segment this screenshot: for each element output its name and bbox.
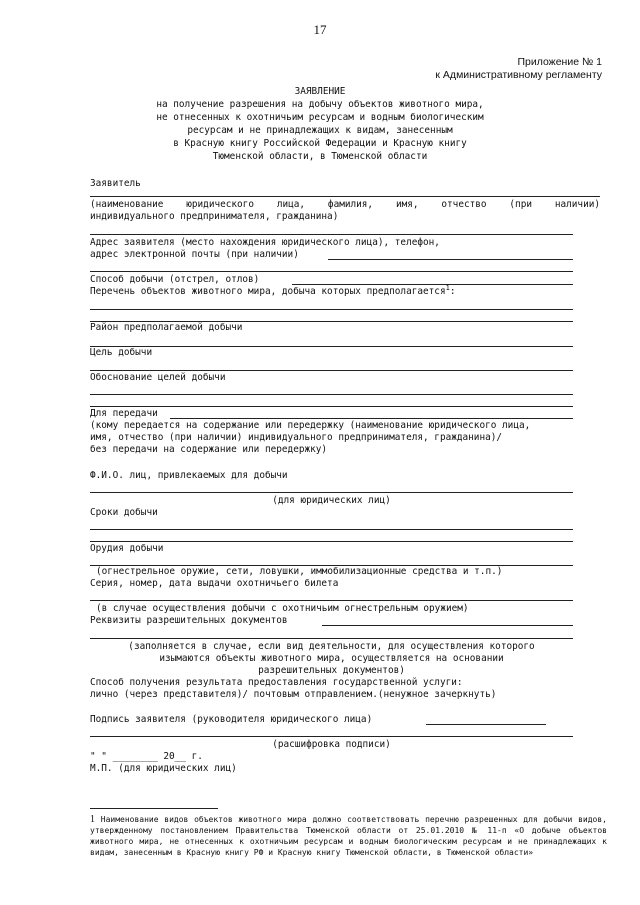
address-label-2: адрес электронной почты (при наличии): [90, 249, 299, 260]
terms-field-line-1[interactable]: [90, 529, 573, 530]
title-line-5: Тюменской области, в Тюменской области: [212, 151, 428, 162]
address-field-line-1[interactable]: [328, 259, 573, 260]
persons-field-line[interactable]: [90, 492, 573, 493]
transfer-hint-1: (кому передается на содержание или передержку (наименование юридического лица,: [90, 420, 531, 431]
stamp-label: М.П. (для юридических лиц): [90, 763, 237, 774]
signature-transcript-line[interactable]: [90, 736, 573, 737]
permits-hint-1: (заполняется в случае, если вид деятельности, для осуществления которого: [128, 641, 535, 652]
footnote-mark: 1: [90, 814, 95, 825]
applicant-field-line-2[interactable]: [90, 234, 573, 235]
permits-field-line-1[interactable]: [322, 625, 573, 626]
terms-label: Сроки добычи: [90, 507, 158, 518]
title-line-4: в Красную книгу Российской Федерации и Красную книгу: [173, 138, 467, 149]
result-method-label: Способ получения результата предоставления государственной услуги:: [90, 677, 463, 688]
footnote-text: Наименование видов объектов животного мира должно соответствовать перечню разрешенных для добычи видов, утвержденному постановлением Правительства Тюменской области от 25.01.2010 № 11-п «О добыче объектов животного мира, не отнесенных к охотничьим ресурсам и водным биологическим ресурсам и не принадлежащих к видам, занесенным в Красную книгу РФ и Красную книгу Тюменской области, в Тюменской области»: [90, 815, 607, 857]
title-line-2: не отнесенных к охотничьим ресурсам и водным биологическим: [156, 112, 484, 123]
method-field-line[interactable]: [292, 284, 573, 285]
transfer-field-line[interactable]: [170, 418, 573, 419]
result-method-options[interactable]: лично (через представителя)/ почтовым отправлением.(ненужное зачеркнуть): [90, 689, 497, 700]
permits-label: Реквизиты разрешительных документов: [90, 615, 288, 626]
tools-label: Орудия добычи: [90, 543, 164, 554]
purpose-label: Цель добычи: [90, 347, 153, 358]
title-line-1: на получение разрешения на добычу объектов животного мира,: [156, 99, 484, 110]
signature-label: Подпись заявителя (руководителя юридического лица): [90, 714, 373, 725]
signature-field-line[interactable]: [426, 724, 546, 725]
appendix-subtitle: к Административному регламенту: [435, 69, 602, 81]
terms-field-line-2[interactable]: [90, 541, 573, 542]
signature-hint: (расшифровка подписи): [272, 739, 391, 750]
footnote-separator: [90, 808, 218, 809]
objects-field-line-1[interactable]: [90, 309, 573, 310]
applicant-field-line-1[interactable]: [90, 196, 600, 197]
objects-list-label: Перечень объектов животного мира, добыча которых предполагается$^1$:: [90, 283, 456, 297]
footnote: [90, 814, 607, 858]
persons-label: Ф.И.О. лиц, привлекаемых для добычи: [90, 470, 288, 481]
tools-hint: (огнестрельное оружие, сети, ловушки, иммобилизационные средства и т.п.): [96, 566, 503, 577]
footnote-reference: 1: [445, 283, 450, 292]
method-label: Способ добычи (отстрел, отлов): [90, 274, 260, 285]
ticket-field-line[interactable]: [90, 600, 573, 601]
transfer-hint-2: имя, отчество (при наличии) индивидуального предпринимателя, гражданина)/: [90, 432, 503, 443]
purpose-field-line[interactable]: [90, 370, 573, 371]
appendix-label: Приложение № 1: [517, 56, 602, 68]
transfer-label: Для передачи: [90, 408, 158, 419]
justification-label: Обоснование целей добычи: [90, 372, 226, 383]
permits-hint-2: изымаются объекты животного мира, осуществляется на основании: [159, 653, 504, 664]
applicant-hint-1: (наименование юридического лица, фамилия, имя, отчество (при наличии): [90, 199, 600, 210]
ticket-label: Серия, номер, дата выдачи охотничьего билета: [90, 578, 339, 589]
area-label: Район предполагаемой добычи: [90, 322, 243, 333]
persons-hint: (для юридических лиц): [272, 495, 391, 506]
applicant-hint-2: индивидуального предпринимателя, гражданина): [90, 211, 339, 222]
date-field[interactable]: " " ________ 20__ г.: [90, 751, 203, 762]
applicant-label: Заявитель: [90, 178, 141, 189]
document-title: ЗАЯВЛЕНИЕ: [294, 86, 346, 97]
address-field-line-2[interactable]: [90, 271, 573, 272]
transfer-hint-3: без передачи на содержание или передержку): [90, 444, 328, 455]
ticket-hint: (в случае осуществления добычи с охотничьим огнестрельным оружием): [96, 603, 469, 614]
area-field-line[interactable]: [90, 346, 573, 347]
title-line-3: ресурсам и не принадлежащих к видам, занесенным: [187, 125, 453, 136]
address-label-1: Адрес заявителя (место нахождения юридического лица), телефон,: [90, 237, 440, 248]
justification-field-line-2[interactable]: [90, 406, 573, 407]
permits-hint-3: разрешительных документов): [258, 665, 405, 676]
page-number: 17: [313, 22, 327, 37]
permits-field-line-2[interactable]: [90, 638, 573, 639]
justification-field-line-1[interactable]: [90, 394, 573, 395]
